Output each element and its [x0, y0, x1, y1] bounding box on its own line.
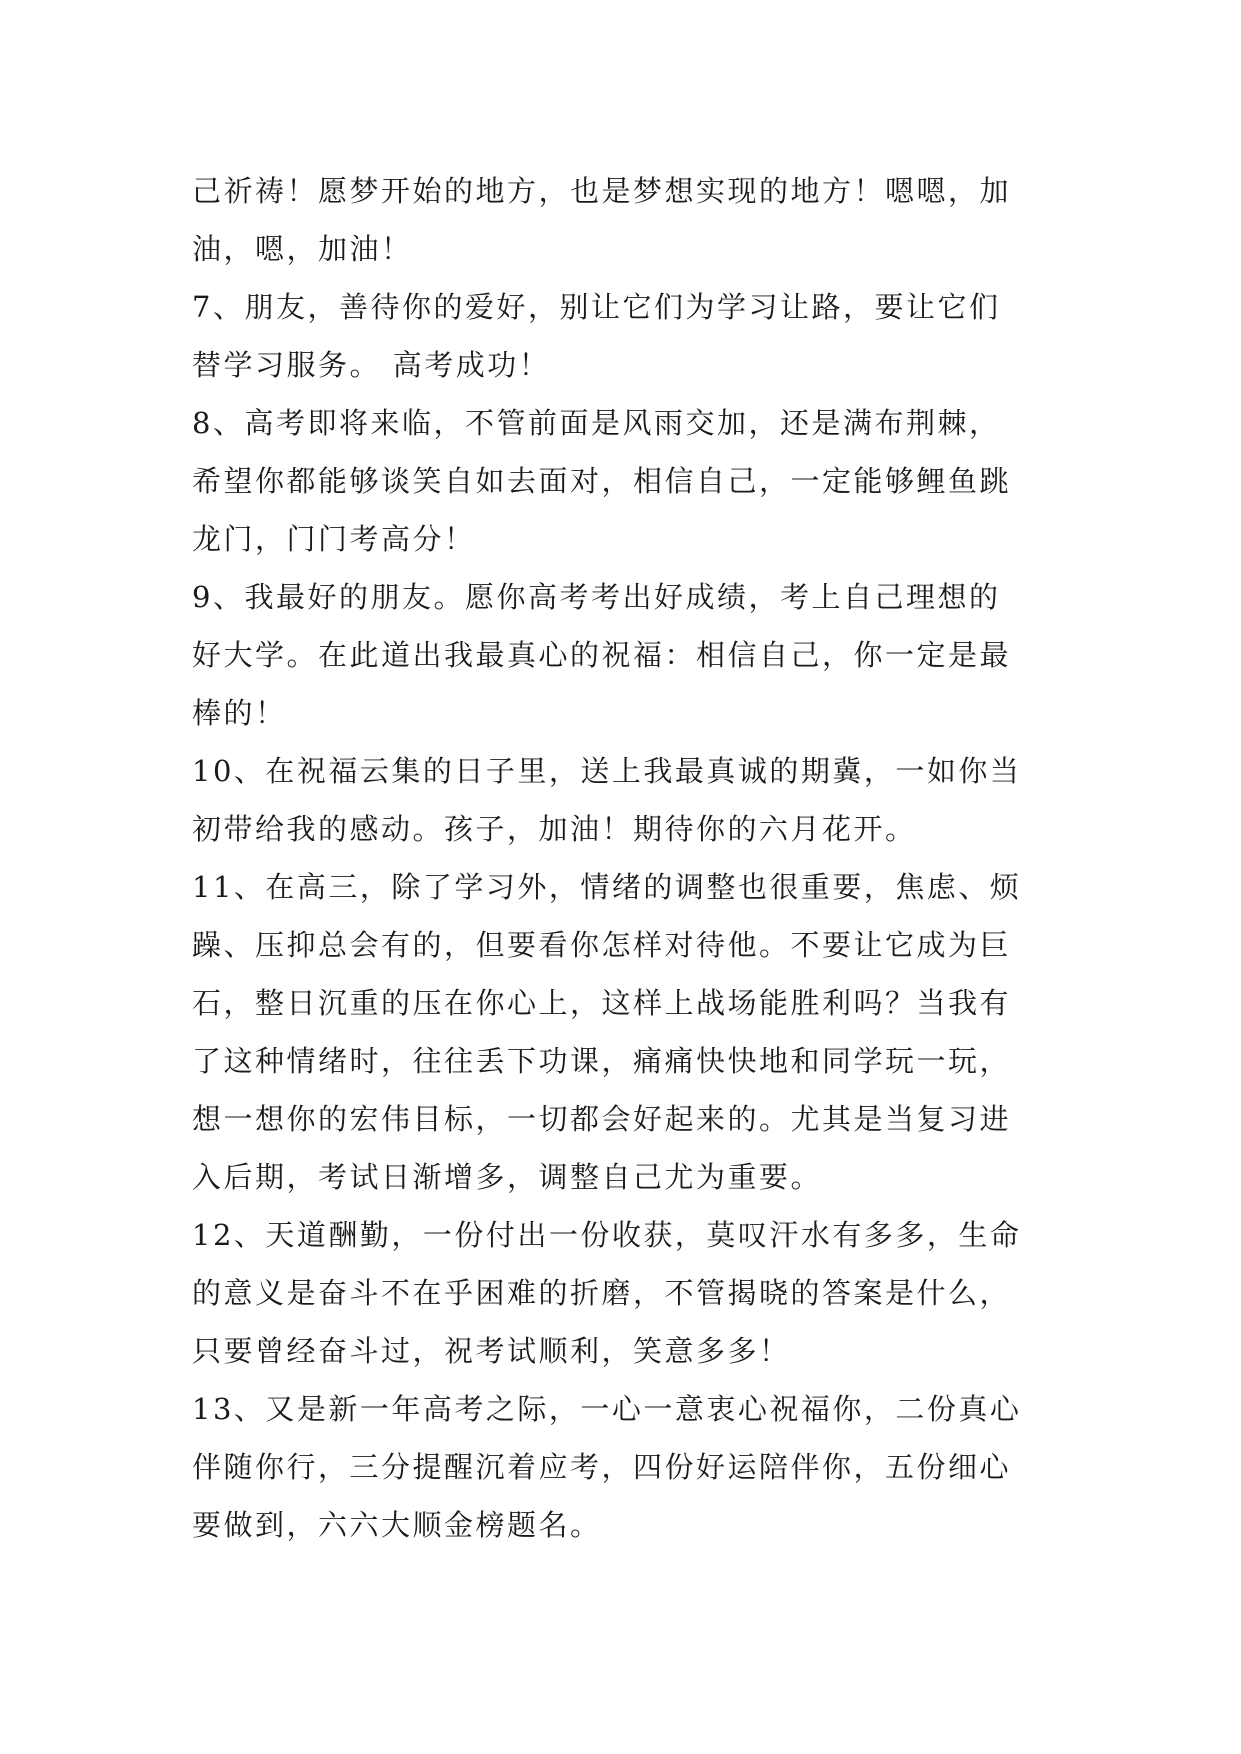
text-line: 9、我最好的朋友。愿你高考考出好成绩，考上自己理想的: [192, 580, 1001, 614]
text-line: 想一想你的宏伟目标，一切都会好起来的。尤其是当复习进: [192, 1102, 1012, 1136]
text-line: 油，嗯，加油！: [192, 232, 413, 266]
text-line: 13、又是新一年高考之际，一心一意衷心祝福你，二份真心: [192, 1392, 1022, 1426]
text-line: 12、天道酬勤，一份付出一份收获，莫叹汗水有多多，生命: [192, 1218, 1022, 1252]
text-line: 好大学。在此道出我最真心的祝福：相信自己，你一定是最: [192, 638, 1012, 672]
document-body: [192, 162, 1052, 1554]
text-line: 初带给我的感动。孩子，加油！期待你的六月花开。: [192, 812, 917, 846]
text-line: 了这种情绪时，往往丢下功课，痛痛快快地和同学玩一玩，: [192, 1044, 1012, 1078]
text-line: 11、在高三，除了学习外，情绪的调整也很重要，焦虑、烦: [192, 870, 1022, 904]
text-line: 7、朋友，善待你的爱好，别让它们为学习让路，要让它们: [192, 290, 1001, 324]
text-line: 石，整日沉重的压在你心上，这样上战场能胜利吗？当我有: [192, 986, 1012, 1020]
text-line: 己祈祷！愿梦开始的地方，也是梦想实现的地方！嗯嗯，加: [192, 174, 1012, 208]
text-line: 的意义是奋斗不在乎困难的折磨，不管揭晓的答案是什么，: [192, 1276, 1012, 1310]
text-line: 要做到，六六大顺金榜题名。: [192, 1508, 602, 1542]
text-line: 入后期，考试日渐增多，调整自己尤为重要。: [192, 1160, 823, 1194]
text-line: 希望你都能够谈笑自如去面对，相信自己，一定能够鲤鱼跳: [192, 464, 1012, 498]
text-line: 龙门，门门考高分！: [192, 522, 476, 556]
text-line: 伴随你行，三分提醒沉着应考，四份好运陪伴你，五份细心: [192, 1450, 1012, 1484]
text-line: 10、在祝福云集的日子里，送上我最真诚的期冀，一如你当: [192, 754, 1022, 788]
text-line: 替学习服务。 高考成功！: [192, 348, 551, 382]
text-line: 8、高考即将来临，不管前面是风雨交加，还是满布荆棘，: [192, 406, 1001, 440]
text-line: 只要曾经奋斗过，祝考试顺利，笑意多多！: [192, 1334, 791, 1368]
text-line: 棒的！: [192, 696, 287, 730]
text-line: 躁、压抑总会有的，但要看你怎样对待他。不要让它成为巨: [192, 928, 1012, 962]
